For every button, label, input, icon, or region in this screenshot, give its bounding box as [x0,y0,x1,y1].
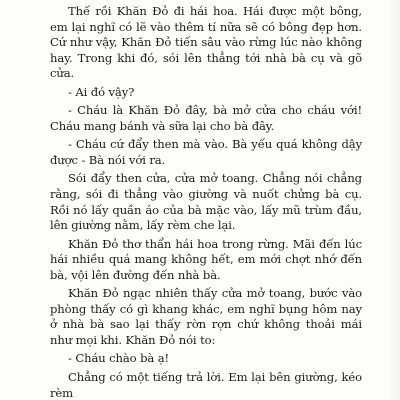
paragraph-6: Khăn Đỏ thơ thẩn hái hoa trong rừng. Mãi đến lúc hái nhiều quá mang không hết, em mới chợt nhớ đến bà, vội lên đường đến nhà bà. [50,236,362,282]
paragraph-7: Khăn Đỏ ngạc nhiên thấy cửa mở toang, bước vào phòng thấy có gì khang khác, em nghĩ bụng hôm nay ở nhà bà sao lại thấy rờn rợn chứ không thoải mái như mọi khi. Khăn Đỏ nói to: [50,286,362,347]
paragraph-1: Thế rồi Khăn Đỏ đi hái hoa. Hái được một bông, em lại nghĩ có lẽ vào thêm tí nữa sẽ có bông đẹp hơn. Cứ như vậy, Khăn Đỏ tiến sâu vào rừng lúc nào không hay. Trong khi đó, sói lên thẳng tới nhà bà cụ và gõ cửa. [50,4,362,81]
paragraph-3: - Cháu là Khăn Đỏ đây, bà mở cửa cho cháu với! Cháu mang bánh và sữa lại cho bà đây. [50,103,362,133]
paragraph-8: - Cháu chào bà ạ! [68,351,170,366]
paragraph-4: - Cháu cứ đẩy then mà vào. Bà yếu quá không dậy được - Bà nói với ra. [50,137,362,167]
page-edge-shadow [386,0,400,400]
paragraph-5: Sói đẩy then cửa, cửa mở toang. Chẳng nói chẳng rằng, sói đi thẳng vào giường và nuốt chửng bà cụ. Rồi nó lấy quần áo của bà mặc vào, lấy mũ trùm đầu, lên giường nằm, lấy rèm che lại. [50,171,362,233]
paragraph-2: - Ai đó vậy? [68,84,135,99]
paragraph-9: Chẳng có một tiếng trả lời. Em lại bên giường, kéo rèm [50,370,362,400]
story-text [50,4,362,400]
